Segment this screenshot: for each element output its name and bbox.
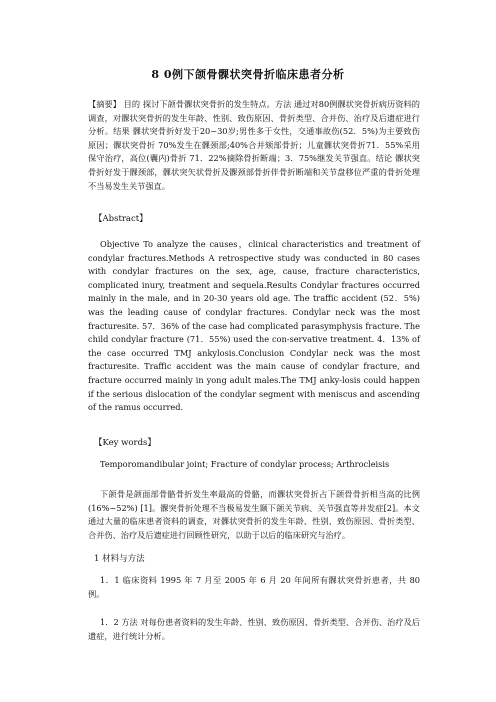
subsection-clinical-data: 1．1 临床资料 1995 年 7 月至 2005 年 6 月 20 年间所有髁状突骨折患者，共 80 例。 (88, 575, 420, 599)
keywords-text: Temporomandibular joint; Fracture of condylar process; Arthrocleisis (100, 459, 390, 469)
paper-title: 8 0例下颌骨髁状突骨折临床患者分析 (151, 68, 345, 81)
section-heading-materials-methods: 1 材料与方法 (94, 554, 145, 564)
abstract-heading: 【Abstract】 (94, 214, 148, 224)
subsection-methods: 1．2 方法 对每份患者资料的发生年龄、性别、致伤原因、骨折类型、合并伤、治疗及后遗症，进行统计分析。 (88, 617, 420, 641)
abstract-english: Objective To analyze the causes，clinical characteristics and treatment of condylar fractures.Methods A retrospective study was conducted in 80 cases with condylar fractures on the sex, age, cause, fracture characteristics, complicated inury, treatment and sequela.Results Condylar fractures occurred mainly in the male, and in 20-30 years old age. The traffic accident (52．5%) was the leading cause of condylar fractures. Condylar neck was the most fracturesite. 57．36% of the case had complicated parasymphysis fracture. The child condylar fracture (71．55%) used the con-servative treatment. 4．13% of the case occurred TMJ ankylosis.Conclusion Condylar neck was the most fracturesite. Traffic accident was the main cause of condylar fracture, and fracture occurred mainly in yong adult males.The TMJ anky-losis could happen if the serious dislocation of the condylar segment with meniscus and ascending of the ramus occurred. (88, 239, 420, 413)
abstract-chinese: 【摘要】 目的 探讨下颌骨髁状突骨折的发生特点。方法 通过对80例髁状突骨折病历资料的调查，对髁状突骨折的发生年龄、性别、致伤原因、骨折类型、合并伤、治疗及后遗症进行分析。结果 髁状突骨折好发于20~30岁;男性多于女性，交通事故伤(52．5%)为主要致伤原因；髁状突骨折 70%发生在髁颈部;40%合并颏部骨折；儿童髁状突骨折71．55%采用保守治疗，高位(囊内)骨折 71．22%摘除骨折断端；3．75%继发关节强直。结论 髁状突骨折好发于髁颈部，髁状突矢状骨折及髁颈部骨折伴骨折断端和关节盘移位严重的骨折处理不当易发生关节强直。 (88, 99, 420, 191)
keywords-heading: 【Key words】 (94, 438, 156, 448)
introduction-paragraph: 下颌骨是颌面部骨骼骨折发生率最高的骨骼，而髁状突骨折占下颌骨骨折相当高的比例(16%~52%) [1]。髁突骨折处理不当极易发生颞下颌关节病、关节强直等并发症[2]。本文通过大量的临床患者资料的调查，对髁状突骨折的发生年龄、性别、致伤原因、骨折类型、合并伤、治疗及后遗症进行回顾性研究，以助于以后的临床研究与治疗。 (88, 489, 420, 540)
